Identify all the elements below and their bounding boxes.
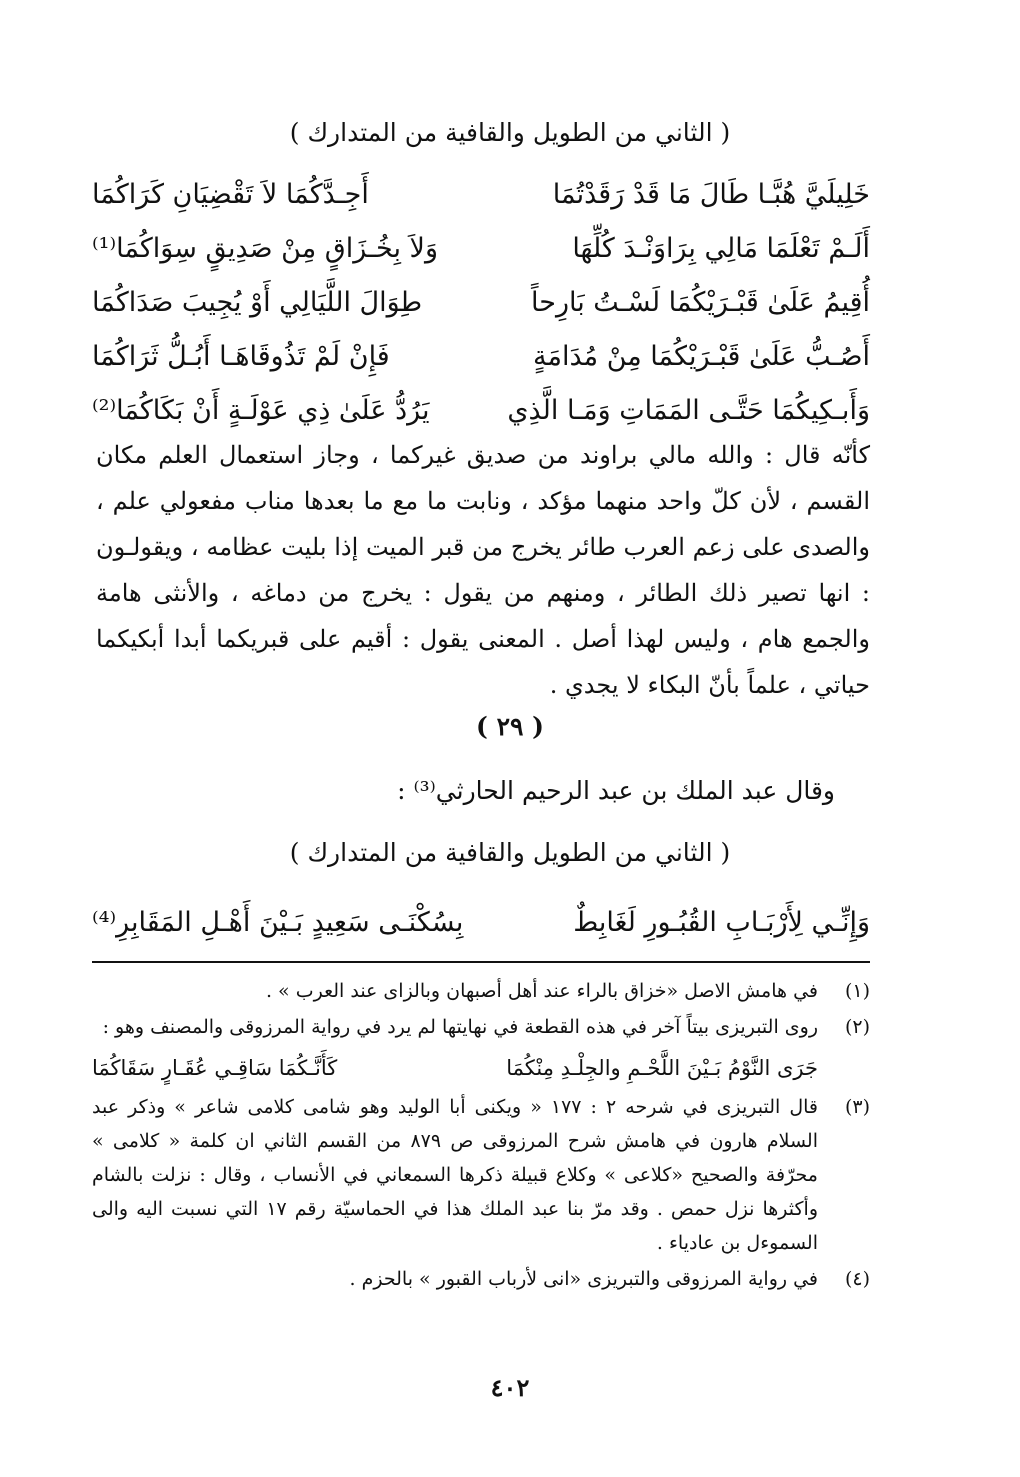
verse-hemistich-left: فَإِنْ لَمْ تَذُوقَاهَـا أَبُـلُّ ثَرَاكُمَا <box>92 341 390 372</box>
footnote-verse <box>92 1046 818 1090</box>
verse-hemistich-right: وَأَبـكِيكُمَا حَتَّـى المَمَاتِ وَمَـا الَّذِي <box>507 395 870 426</box>
verse-hemistich-left: أَجِـدَّكُمَا لاَ تَقْضِيَانِ كَرَاكُمَا <box>92 179 369 210</box>
verse-hemistich-left: طِوَالَ اللَّيَالِي أَوْ يُجِيبَ صَدَاكُمَا <box>92 287 423 318</box>
footnote-number: (١) <box>844 980 870 1002</box>
verse-line <box>92 222 870 276</box>
poem-intro: وقال عبد الملك بن عبد الرحيم الحارثي⁽³⁾ : <box>397 776 835 805</box>
poem-number: ( ٢٩ ) <box>476 712 544 741</box>
footnote <box>92 1090 870 1260</box>
footnote <box>92 974 870 1008</box>
commentary <box>96 432 870 708</box>
meter-heading: ( الثاني من الطويل والقافية من المتدارك ) <box>289 118 731 147</box>
footnote <box>92 1010 870 1044</box>
meter-heading-2: ( الثاني من الطويل والقافية من المتدارك ) <box>289 838 731 867</box>
verse-hemistich-right: خَلِيلَيَّ هُبَّـا طَالَ مَا قَدْ رَقَدْتُمَا <box>552 179 870 210</box>
footnote-divider <box>92 961 870 963</box>
footnote-number: (٢) <box>844 1016 870 1038</box>
footnote-text: في رواية المرزوقى والتبريزى «انى لأرباب القبور » بالحزم . <box>349 1268 818 1290</box>
verse-hemistich-right: وَإِنِّـي لِأَرْبَـابِ القُبُـورِ لَغَابِطٌ <box>573 907 870 938</box>
verse-hemistich-left: بِسُكْنَـى سَعِيدٍ بَـيْنَ أَهْـلِ المَقَابِرِ⁽⁴⁾ <box>92 907 464 938</box>
verse-hemistich-left: كَأَنَّـكُمَا سَاقِـي عُقَـارٍ سَقَاكُمَا <box>92 1056 338 1080</box>
verse-hemistich-left: يَرُدُّ عَلَىٰ ذِي عَوْلَـةٍ أَنْ بَكَاكُمَا⁽²⁾ <box>92 395 430 426</box>
verse-hemistich-right: أُقِيمُ عَلَىٰ قَبْـرَيْكُمَا لَسْـتُ بَارِحاً <box>531 287 870 318</box>
verse-hemistich-right: أَصُـبُّ عَلَىٰ قَبْـرَيْكُمَا مِنْ مُدَامَةٍ <box>533 341 870 372</box>
footnote-text: قال التبريزى في شرحه ٢ : ١٧٧ « ويكنى أبا الوليد وهو شامى كلامى شاعر » وذكر عبد السلام هارون في هامش شرح المرزوقى ص ٨٧٩ من القسم الثاني ان كلمة « كلامى » محرّفة والصحيح «كلاعى » وكلاع قبيلة ذكرها السمعاني في الأنساب ، وقال : نزلت بالشام وأكثرها نزل حمص . وقد مرّ بنا عبد الملك هذا في الحماسيّة رقم ١٧ التي نسبت اليه والى السموءل بن عادياء . <box>92 1096 819 1254</box>
footnote-text: في هامش الاصل «خزاق بالراء عند أهل أصبهان وبالزاى عند العرب » . <box>265 980 818 1002</box>
footnote-number: (٣) <box>844 1096 870 1118</box>
commentary-text: كأنّه قال : والله مالي براوند من صديق غيركما ، وجاز استعمال العلم مكان القسم ، لأن كلّ واحد منهما مؤكد ، ونابت ما مع ما بعدها مناب مفعولي علم ، والصدى على زعم العرب طائر يخرج من قبر الميت إذا بليت عظامه ، ويقولـون : انها تصير ذلك الطائر ، ومنهم من يقول : يخرج من دماغه ، والأنثى هامة والجمع هام ، وليس لهذا أصل . المعنى يقول : أقيم على قبريكما أبدا أبكيكما حياتي ، علماً بأنّ البكاء لا يجدي . <box>96 441 871 699</box>
footnote <box>92 1262 870 1296</box>
poem-verses <box>92 168 870 438</box>
verse-line <box>92 168 870 222</box>
footnote-number: (٤) <box>844 1268 870 1290</box>
verse-line-2 <box>92 898 870 948</box>
verse-line <box>92 276 870 330</box>
verse-hemistich-right: جَرَى النَّوْمُ بَـيْنَ اللَّحْـمِ والجِلْـدِ مِنْكُمَا <box>506 1056 818 1080</box>
verse-hemistich-left: وَلاَ بِخُـزَاقٍ مِنْ صَدِيقٍ سِوَاكُمَا⁽¹⁾ <box>92 233 438 264</box>
footnote-text: روى التبريزى بيتاً آخر في هذه القطعة في نهايتها لم يرد في رواية المرزوقى والمصنف وهو : <box>102 1016 818 1038</box>
verse-line <box>92 330 870 384</box>
footnotes <box>92 974 870 1298</box>
verse-line <box>92 384 870 438</box>
verse-hemistich-right: أَلَـمْ تَعْلَمَا مَالِي بِرَاوَنْـدَ كُلِّهَا <box>572 233 870 264</box>
page-number: ٤٠٢ <box>490 1373 530 1402</box>
